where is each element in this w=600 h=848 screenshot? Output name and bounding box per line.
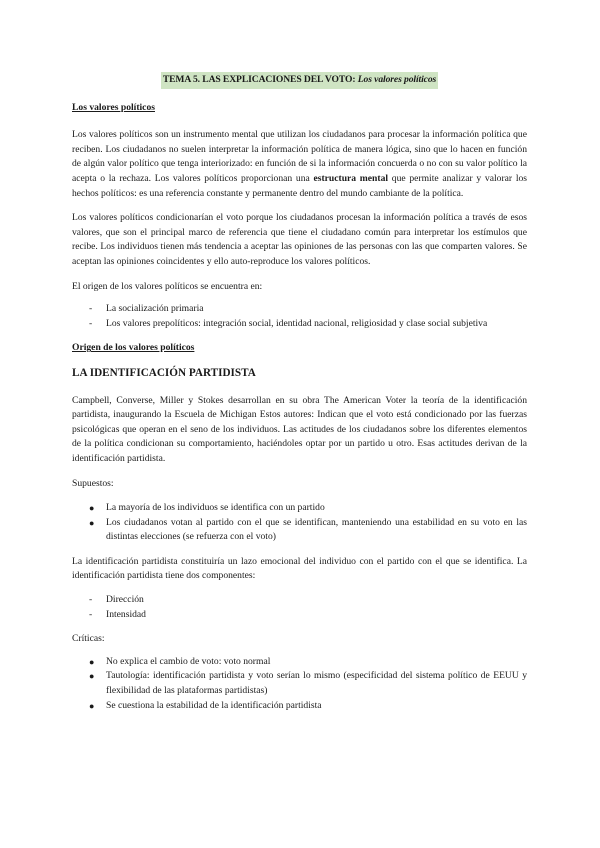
bold-term: estructura mental (313, 172, 389, 184)
list-item-text: Tautología: identificación partidista y voto serían lo mismo (especificidad del sistema político de EEUU y flexibilidad de las plataformas partidistas) (106, 670, 527, 696)
list-item (72, 655, 527, 670)
supuestos-list (72, 501, 527, 545)
document-title (161, 72, 438, 89)
bullet-marker: ● (89, 700, 95, 711)
list-item (72, 317, 527, 332)
document-page (72, 72, 527, 723)
list-item-text: Se cuestiona la estabilidad de la identificación partidista (106, 699, 322, 711)
list-item (72, 516, 527, 545)
paragraph-campbell: Campbell, Converse, Miller y Stokes desarrollan en su obra The American Voter la teoría de la identificación partidista, inaugurando la Escuela de Michigan Estos autores: Indican que el voto está condicionado por las fuerzas psicológicas que operan en el seno de los individuos. Las actitudes de los ciudadanos sobre los diferentes elementos de la política condicionan su comportamiento, haciéndoles optar por un partido u otro. Esas actitudes derivan de la identificación partidista. (72, 394, 527, 464)
paragraph-valores-voto: Los valores políticos condicionarían el voto porque los ciudadanos procesan la información política a través de esos valores, que son el principal marco de referencia que tiene el ciudadano común para interpretar los estímulos que recibe. Los individuos tienen más tendencia a aceptar las opiniones de las personas con las que comparten valores. Se aceptan las opiniones coincidentes y ello auto-reproduce los valores políticos. (72, 212, 527, 267)
dash-marker: - (89, 594, 93, 606)
section-heading-origen: Origen de los valores políticos (72, 342, 195, 354)
title-main: TEMA 5. LAS EXPLICACIONES DEL VOTO: (162, 74, 358, 85)
paragraph-origen-intro: El origen de los valores políticos se encuentra en: (72, 280, 263, 292)
dash-marker: - (89, 303, 93, 315)
list-item-text: No explica el cambio de voto: voto normal (106, 655, 271, 667)
list-item (72, 302, 527, 317)
list-item-text: La mayoría de los individuos se identifica con un partido (106, 502, 325, 514)
list-item-text: Dirección (106, 594, 144, 606)
list-item-text: Los ciudadanos votan al partido con el que se identifican, manteniendo una estabilidad en su voto en las distintas elecciones (se refuerza con el voto) (106, 516, 527, 543)
title-block (72, 72, 527, 89)
title-subtitle: Los valores políticos (357, 74, 437, 85)
supuestos-label: Supuestos: (72, 478, 114, 490)
subheading-identificacion: LA IDENTIFICACIÓN PARTIDISTA (72, 366, 256, 379)
bullet-marker: ● (89, 503, 95, 514)
paragraph-lazo-emocional: La identificación partidista constituiría un lazo emocional del individuo con el partido con el que se identifica. La identificación partidista tiene dos componentes: (72, 555, 527, 582)
origins-list (72, 302, 527, 331)
list-item (72, 593, 527, 608)
dash-marker: - (89, 608, 93, 620)
list-item (72, 699, 527, 714)
bullet-marker: ● (89, 656, 95, 667)
criticas-list (72, 655, 527, 713)
list-item-text: La socialización primaria (106, 303, 204, 315)
list-item-text: Los valores prepolíticos: integración social, identidad nacional, religiosidad y clase social subjetiva (106, 317, 488, 329)
componentes-list (72, 593, 527, 622)
dash-marker: - (89, 317, 93, 329)
criticas-label: Críticas: (72, 633, 105, 645)
section-heading-valores: Los valores políticos (72, 101, 155, 113)
bullet-marker: ● (89, 671, 95, 682)
list-item-text: Intensidad (106, 608, 146, 620)
list-item (72, 501, 527, 516)
paragraph-text: que permite analizar y valorar los hechos políticos: es una referencia constante y permanente dentro del mundo cambiante de la política. (72, 172, 528, 199)
paragraph-valores-definicion (72, 128, 527, 201)
paragraph-text: Los valores políticos son un instrumento mental que utilizan los ciudadanos para procesar la información política que reciben. Los ciudadanos no suelen interpretar la información política de manera lógica, sino que lo hacen en función de algún valor político que tenga interiorizado: en función de si la información concuerda o no con su valor político la acepta o la rechaza. Los valores políticos proporcionan una (72, 129, 527, 184)
list-item (72, 608, 527, 623)
list-item (72, 669, 527, 698)
bullet-marker: ● (89, 517, 95, 528)
